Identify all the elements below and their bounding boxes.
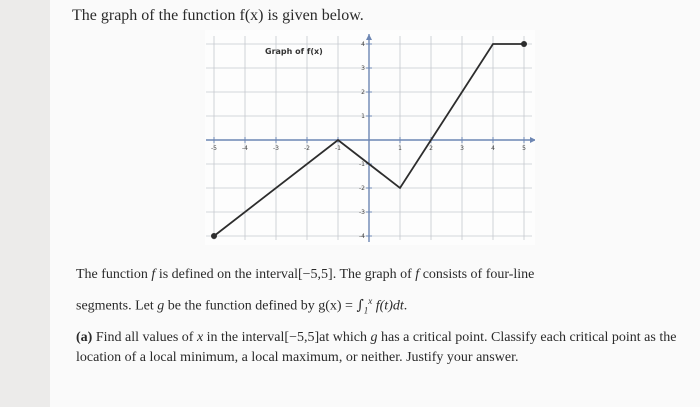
p2-text-b: in the interval <box>206 330 285 345</box>
y-tick-label: 4 <box>361 41 365 48</box>
p1-text-e: segments. Let <box>76 298 154 314</box>
p2-var-g: g <box>370 330 378 345</box>
x-tick-label: 2 <box>429 145 433 152</box>
p1-var-f: f <box>151 267 156 282</box>
p1-text-b: is defined on the interval <box>158 267 298 282</box>
question-part-a <box>76 328 681 368</box>
chart-title: Graph of f(x) <box>265 47 323 56</box>
p2-text-a: Find all values of <box>95 330 194 345</box>
p1-text-a: The function <box>76 267 148 282</box>
integral-sign: ∫ <box>356 297 364 314</box>
graph-svg <box>205 30 535 245</box>
y-tick-label: -3 <box>359 209 365 216</box>
integral-lower-limit: 1 <box>363 305 369 316</box>
x-tick-label: 3 <box>460 145 464 152</box>
plot-background <box>205 30 535 245</box>
x-tick-label: 4 <box>491 145 495 152</box>
x-tick-label: 5 <box>522 145 526 152</box>
p1-line2 <box>76 291 676 320</box>
p1-var-g: g <box>157 298 165 314</box>
x-tick-label: -2 <box>304 145 310 152</box>
end-point <box>521 41 527 47</box>
x-tick-label: -1 <box>335 145 341 152</box>
p2-text-c: at which <box>319 330 367 345</box>
y-tick-label: -2 <box>359 185 365 192</box>
p1-var-f2: f <box>415 267 420 282</box>
integral-upper-limit: x <box>368 296 373 306</box>
question-header: The graph of the function f(x) is given below. <box>72 7 364 24</box>
p1-text-c: . The graph of <box>332 267 412 282</box>
g-definition: g(x) = <box>318 298 353 314</box>
p2-var-x: x <box>196 330 204 345</box>
start-point <box>211 233 217 239</box>
part-a-label: (a) <box>76 330 93 345</box>
y-tick-label: 2 <box>361 89 365 96</box>
x-tick-label: -4 <box>242 145 248 152</box>
x-tick-label: -5 <box>211 145 217 152</box>
x-tick-label: 1 <box>398 145 402 152</box>
p1-period: . <box>403 298 408 314</box>
function-description <box>76 265 676 320</box>
y-tick-label: 1 <box>361 113 365 120</box>
y-tick-label: 3 <box>361 65 365 72</box>
p1-text-f: be the function defined by <box>167 298 315 314</box>
p2-text-d: has a critical point. Classify each critical point as the location of a local minimum, a local maximum, or neither. Justify your answer. <box>76 330 677 365</box>
y-tick-label: -1 <box>359 161 365 168</box>
function-graph <box>205 30 535 245</box>
p1-text-d: consists of four-line <box>422 267 535 282</box>
integrand: f(t)dt <box>375 298 404 314</box>
y-tick-label: -4 <box>359 233 365 240</box>
p1-interval: [−5,5] <box>298 267 333 282</box>
x-tick-label: -3 <box>273 145 279 152</box>
p2-interval: [−5,5] <box>284 330 320 345</box>
